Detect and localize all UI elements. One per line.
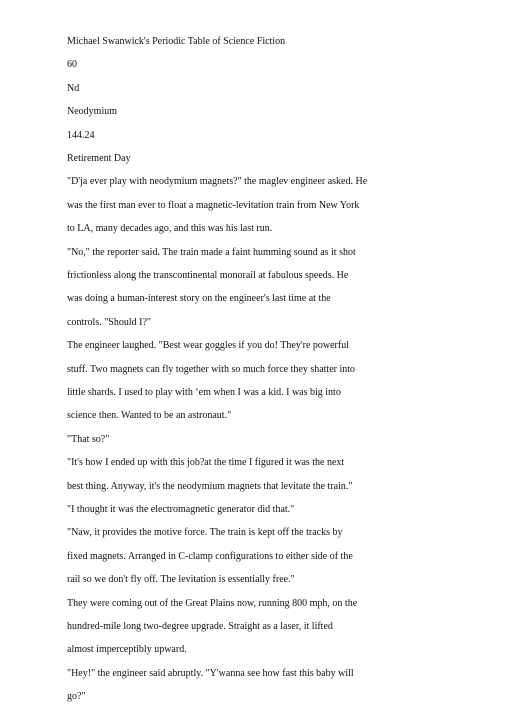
body-line: best thing. Anyway, it's the neodymium magnets that levitate the train." xyxy=(67,481,353,492)
story-title: Retirement Day xyxy=(67,153,131,164)
body-line: frictionless along the transcontinental monorail at fabulous speeds. He xyxy=(67,270,349,281)
body-line: controls. "Should I?" xyxy=(67,317,151,328)
body-line: was the first man ever to float a magnetic-levitation train from New York xyxy=(67,200,360,211)
body-line: science then. Wanted to be an astronaut." xyxy=(67,410,232,421)
body-line: stuff. Two magnets can fly together with so much force they shatter into xyxy=(67,364,356,375)
element-name: Neodymium xyxy=(67,106,117,117)
atomic-weight: 144.24 xyxy=(67,130,95,141)
body-line: fixed magnets. Arranged in C-clamp configurations to either side of the xyxy=(67,551,353,562)
element-symbol: Nd xyxy=(67,83,80,94)
body-line: was doing a human-interest story on the engineer's last time at the xyxy=(67,293,331,304)
body-line: to LA, many decades ago, and this was his last run. xyxy=(67,223,273,234)
body-line: little shards. I used to play with ‘em when I was a kid. I was big into xyxy=(67,387,341,398)
body-line: They were coming out of the Great Plains now, running 800 mph, on the xyxy=(67,598,358,609)
body-line: The engineer laughed. "Best wear goggles if you do! They're powerful xyxy=(67,340,349,351)
atomic-number: 60 xyxy=(67,59,77,70)
body-line: "D'ja ever play with neodymium magnets?" the maglev engineer asked. He xyxy=(67,176,368,187)
body-line: "Hey!" the engineer said abruptly. "Y'wanna see how fast this baby will xyxy=(67,668,354,679)
body-line: go?" xyxy=(67,691,86,702)
body-line: hundred-mile long two-degree upgrade. Straight as a laser, it lifted xyxy=(67,621,333,632)
body-line: "That so?" xyxy=(67,434,110,445)
document-title: Michael Swanwick's Periodic Table of Science Fiction xyxy=(67,36,286,47)
body-line: "I thought it was the electromagnetic generator did that." xyxy=(67,504,295,515)
body-line: "It's how I ended up with this job?at the time I figured it was the next xyxy=(67,457,345,468)
body-line: "No," the reporter said. The train made a faint humming sound as it shot xyxy=(67,247,356,258)
body-line: "Naw, it provides the motive force. The train is kept off the tracks by xyxy=(67,527,343,538)
body-line: almost imperceptibly upward. xyxy=(67,644,187,655)
body-line: rail so we don't fly off. The levitation is essentially free." xyxy=(67,574,295,585)
